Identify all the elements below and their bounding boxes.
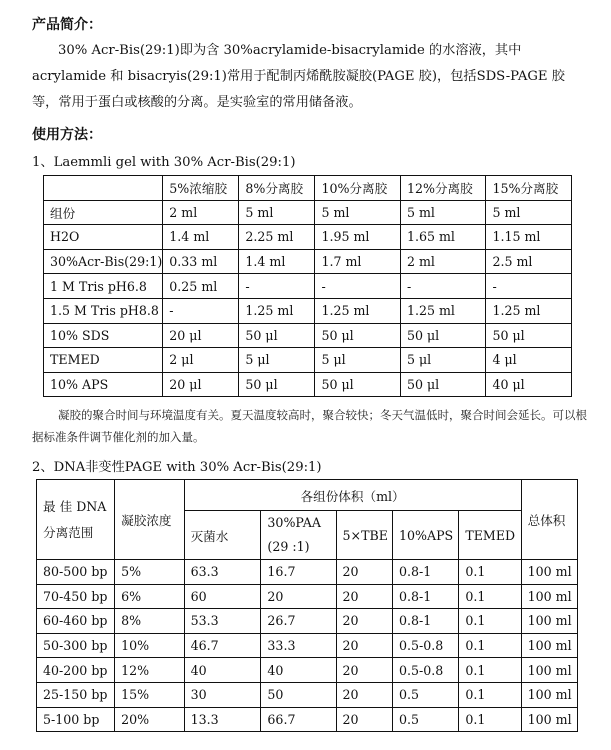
intro-paragraph bbox=[32, 38, 584, 116]
table-cell: 30%Acr-Bis(29:1) bbox=[44, 249, 163, 274]
table-cell: 0.1 bbox=[459, 658, 521, 683]
table-cell: 100 ml bbox=[521, 560, 577, 585]
table-cell: 5 ml bbox=[239, 200, 315, 225]
table-cell: - bbox=[315, 274, 401, 299]
table-cell: 40 bbox=[184, 658, 261, 683]
table-cell: 0.1 bbox=[459, 633, 521, 658]
table-cell: 0.8-1 bbox=[393, 584, 459, 609]
table-cell: 15% bbox=[115, 682, 184, 707]
table-header-row bbox=[44, 176, 572, 201]
table-cell: 2 μl bbox=[163, 348, 239, 373]
table-cell: 60-460 bp bbox=[37, 609, 115, 634]
table-cell: 100 ml bbox=[521, 707, 577, 732]
table-cell: 6% bbox=[115, 584, 184, 609]
paa-header-cell bbox=[261, 511, 336, 560]
table-cell: 50 μl bbox=[400, 372, 486, 397]
paa-header-line2: (29 :1) bbox=[267, 539, 310, 554]
table-cell: 10% bbox=[115, 633, 184, 658]
table-cell: 40 μl bbox=[486, 372, 572, 397]
table-row bbox=[37, 658, 578, 683]
table-row bbox=[37, 682, 578, 707]
table-cell: - bbox=[163, 298, 239, 323]
table-cell: 50 bbox=[261, 682, 336, 707]
table-cell: 50 μl bbox=[315, 323, 401, 348]
table-header-row bbox=[37, 480, 578, 511]
range-header-line1: 最 佳 DNA bbox=[43, 498, 107, 514]
table-cell: 26.7 bbox=[261, 609, 336, 634]
group-header-cell: 各组份体积（ml） bbox=[184, 480, 521, 511]
table-cell: 20 bbox=[261, 584, 336, 609]
table-cell: 100 ml bbox=[521, 633, 577, 658]
table-cell: 40 bbox=[261, 658, 336, 683]
table-cell: 10% SDS bbox=[44, 323, 163, 348]
table-cell: 50 μl bbox=[400, 323, 486, 348]
table-cell: 20% bbox=[115, 707, 184, 732]
table-cell: 46.7 bbox=[184, 633, 261, 658]
header-cell: 8%分离胶 bbox=[239, 176, 315, 201]
table-cell: 1.25 ml bbox=[486, 298, 572, 323]
table-cell: 66.7 bbox=[261, 707, 336, 732]
table-cell: 0.5 bbox=[393, 682, 459, 707]
intro-text: 30% Acr-Bis(29:1)即为含 30%acrylamide-bisacrylamide 的水溶液，其中 acrylamide 和 bisacryis(29:1)常用于配制丙烯酰胺凝胶(PAGE 胶)，包括SDS-PAGE 胶等，常用于蛋白或核酸的分离。是实验室的常用储备液。 bbox=[32, 43, 565, 110]
range-header-line2: 分离范围 bbox=[43, 524, 94, 540]
range-header-cell bbox=[37, 480, 115, 560]
header-cell: 15%分离胶 bbox=[486, 176, 572, 201]
paa-header-line1: 30%PAA bbox=[267, 515, 321, 530]
table-cell: 1.95 ml bbox=[315, 225, 401, 250]
table-cell: 0.1 bbox=[459, 682, 521, 707]
table-cell: 100 ml bbox=[521, 682, 577, 707]
table-cell: 100 ml bbox=[521, 658, 577, 683]
table-cell: 1.15 ml bbox=[486, 225, 572, 250]
table-cell: 0.5 bbox=[393, 707, 459, 732]
table-row bbox=[44, 200, 572, 225]
table-cell: 1.25 ml bbox=[239, 298, 315, 323]
dna-page-table bbox=[36, 479, 578, 732]
table-row bbox=[37, 609, 578, 634]
table-row bbox=[37, 584, 578, 609]
aps-header-cell: 10%APS bbox=[393, 511, 459, 560]
table-cell: 0.8-1 bbox=[393, 609, 459, 634]
table-cell: 0.33 ml bbox=[163, 249, 239, 274]
water-header-cell: 灭菌水 bbox=[184, 511, 261, 560]
table-row bbox=[44, 225, 572, 250]
table-cell: 组份 bbox=[44, 200, 163, 225]
table-cell: - bbox=[400, 274, 486, 299]
table-cell: 50-300 bp bbox=[37, 633, 115, 658]
laemmli-gel-table bbox=[43, 175, 572, 397]
table-cell: 0.1 bbox=[459, 609, 521, 634]
table-cell: 1.25 ml bbox=[400, 298, 486, 323]
section1-title: 1、Laemmli gel with 30% Acr-Bis(29:1) bbox=[32, 155, 296, 170]
table-cell: 5-100 bp bbox=[37, 707, 115, 732]
table-cell: 100 ml bbox=[521, 584, 577, 609]
table-cell: 0.1 bbox=[459, 707, 521, 732]
table-cell: 0.1 bbox=[459, 584, 521, 609]
table-cell: 5 μl bbox=[239, 348, 315, 373]
table-cell: 2.25 ml bbox=[239, 225, 315, 250]
table-cell: 60 bbox=[184, 584, 261, 609]
table-cell: 30 bbox=[184, 682, 261, 707]
table-cell: 0.1 bbox=[459, 560, 521, 585]
table-cell: 0.8-1 bbox=[393, 560, 459, 585]
table-cell: 5 ml bbox=[486, 200, 572, 225]
table-cell: 20 bbox=[336, 682, 392, 707]
section2-title: 2、DNA非变性PAGE with 30% Acr-Bis(29:1) bbox=[32, 460, 322, 475]
polymerization-note bbox=[32, 404, 588, 448]
table-cell: TEMED bbox=[44, 348, 163, 373]
table-cell: 5 μl bbox=[400, 348, 486, 373]
table-cell: H2O bbox=[44, 225, 163, 250]
table-cell: 5 ml bbox=[400, 200, 486, 225]
gel-header-cell: 凝胶浓度 bbox=[115, 480, 184, 560]
table-cell: 20 bbox=[336, 707, 392, 732]
table-cell: 13.3 bbox=[184, 707, 261, 732]
table-cell: 16.7 bbox=[261, 560, 336, 585]
table-cell: 0.5-0.8 bbox=[393, 633, 459, 658]
table-cell: 5% bbox=[115, 560, 184, 585]
table-cell: 20 bbox=[336, 633, 392, 658]
table-cell: 0.25 ml bbox=[163, 274, 239, 299]
table-cell: 20 μl bbox=[163, 372, 239, 397]
temed-header-cell: TEMED bbox=[459, 511, 521, 560]
table-cell: 33.3 bbox=[261, 633, 336, 658]
table-cell: 70-450 bp bbox=[37, 584, 115, 609]
table-row bbox=[44, 323, 572, 348]
table-cell: 100 ml bbox=[521, 609, 577, 634]
table-cell: 50 μl bbox=[239, 323, 315, 348]
table-cell: 20 bbox=[336, 658, 392, 683]
table-cell: 50 μl bbox=[486, 323, 572, 348]
table-cell: 80-500 bp bbox=[37, 560, 115, 585]
table-cell: 1.4 ml bbox=[163, 225, 239, 250]
header-cell: 10%分离胶 bbox=[315, 176, 401, 201]
table-row bbox=[44, 348, 572, 373]
table-row bbox=[44, 298, 572, 323]
table-cell: 63.3 bbox=[184, 560, 261, 585]
table-cell: 20 bbox=[336, 609, 392, 634]
table-cell: 2.5 ml bbox=[486, 249, 572, 274]
header-cell bbox=[44, 176, 163, 201]
table-row bbox=[44, 372, 572, 397]
table-row bbox=[44, 249, 572, 274]
table-cell: 1 M Tris pH6.8 bbox=[44, 274, 163, 299]
table-cell: 2 ml bbox=[400, 249, 486, 274]
table-cell: 8% bbox=[115, 609, 184, 634]
intro-heading: 产品简介： bbox=[32, 17, 102, 33]
table-cell: 2 ml bbox=[163, 200, 239, 225]
usage-heading: 使用方法： bbox=[32, 127, 102, 143]
table-row bbox=[37, 633, 578, 658]
table-cell: 50 μl bbox=[239, 372, 315, 397]
table-row bbox=[44, 274, 572, 299]
table-row bbox=[37, 560, 578, 585]
table-cell: 1.25 ml bbox=[315, 298, 401, 323]
table-cell: 40-200 bp bbox=[37, 658, 115, 683]
table-cell: 1.65 ml bbox=[400, 225, 486, 250]
table-cell: 50 μl bbox=[315, 372, 401, 397]
table-cell: 20 bbox=[336, 584, 392, 609]
table-cell: - bbox=[486, 274, 572, 299]
table-cell: 1.4 ml bbox=[239, 249, 315, 274]
tbe-header-cell: 5×TBE bbox=[336, 511, 392, 560]
table-cell: 1.5 M Tris pH8.8 bbox=[44, 298, 163, 323]
table-cell: 0.5-0.8 bbox=[393, 658, 459, 683]
table-cell: 5 ml bbox=[315, 200, 401, 225]
table-cell: 53.3 bbox=[184, 609, 261, 634]
total-header-cell: 总体积 bbox=[521, 480, 577, 560]
table-cell: 5 μl bbox=[315, 348, 401, 373]
table-cell: 1.7 ml bbox=[315, 249, 401, 274]
table-cell: 4 μl bbox=[486, 348, 572, 373]
table-cell: 25-150 bp bbox=[37, 682, 115, 707]
table-cell: 20 bbox=[336, 560, 392, 585]
header-cell: 5%浓缩胶 bbox=[163, 176, 239, 201]
table-cell: 10% APS bbox=[44, 372, 163, 397]
table-row bbox=[37, 707, 578, 732]
header-cell: 12%分离胶 bbox=[400, 176, 486, 201]
table-cell: - bbox=[239, 274, 315, 299]
note-text: 凝胶的聚合时间与环境温度有关。夏天温度较高时，聚合较快；冬天气温低时，聚合时间会延长。可以根据标准条件调节催化剂的加入量。 bbox=[32, 408, 587, 444]
table-cell: 12% bbox=[115, 658, 184, 683]
table-cell: 20 μl bbox=[163, 323, 239, 348]
